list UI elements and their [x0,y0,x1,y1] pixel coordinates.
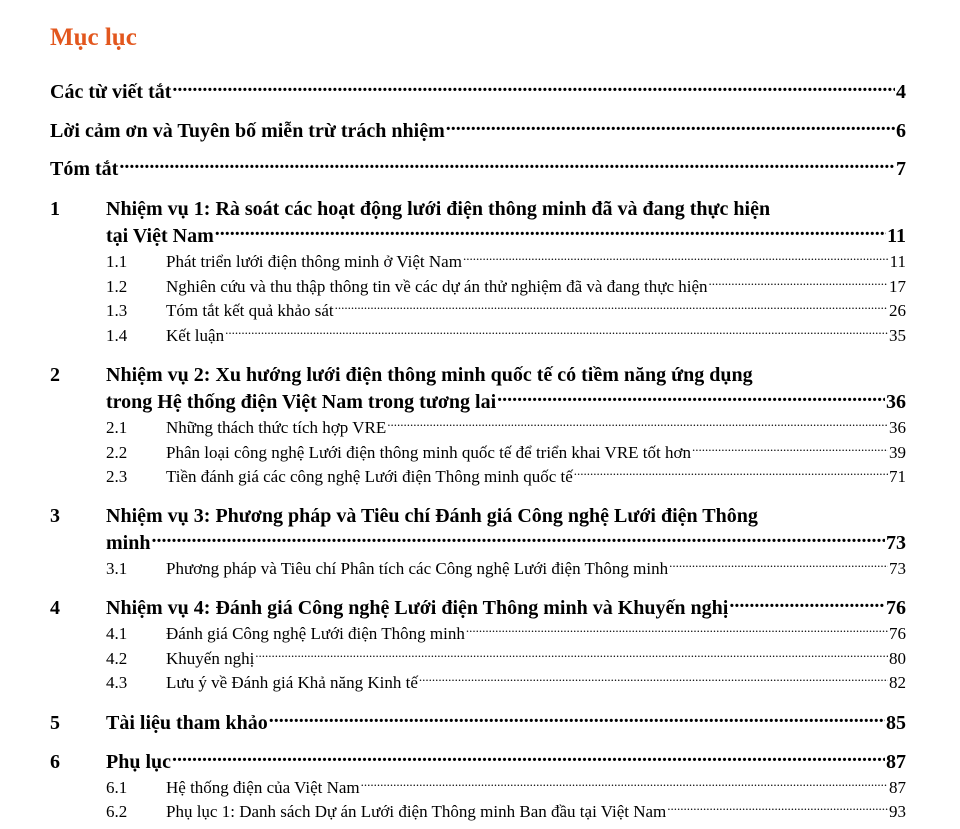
dot-leader [729,594,885,614]
chapter-title-line1: Nhiệm vụ 2: Xu hướng lưới điện thông minh quốc tế có tiềm năng ứng dụng [106,364,753,386]
chapter-title-line2: tại Việt Nam [106,225,214,247]
toc-chapter-1-title[interactable] [50,196,906,222]
section-title: Hệ thống điện của Việt Nam [166,778,360,797]
section-number: 6.1 [106,778,128,797]
toc-page-number: 93 [889,802,906,821]
dot-leader [463,250,889,267]
toc-chapter-1-title-cont[interactable] [106,222,906,249]
toc-section-1-1[interactable] [106,250,906,273]
chapter-title-line1: Tài liệu tham khảo [106,712,268,734]
dot-leader [225,324,888,341]
dot-leader [361,776,888,793]
toc-page-number: 71 [889,467,906,486]
toc-entry-text: Lời cảm ơn và Tuyên bố miễn trừ trách nhiệm [50,120,445,142]
section-number: 2.1 [106,418,128,437]
toc-page-number: 73 [889,559,906,578]
dot-leader [269,709,885,729]
toc-page-number: 87 [886,751,906,773]
toc-chapter-3-title-cont[interactable] [106,529,906,556]
chapter-title-line2: minh [106,532,151,554]
section-title: Phương pháp và Tiêu chí Phân tích các Công nghệ Lưới điện Thông minh [166,559,669,578]
chapter-number: 3 [50,505,60,527]
dot-leader [419,671,888,688]
section-number: 4.1 [106,624,128,643]
toc-page-number: 80 [889,649,906,668]
toc-section-2-1[interactable] [106,416,906,439]
section-title: Phụ lục 1: Danh sách Dự án Lưới điện Thông minh Ban đầu tại Việt Nam [166,802,667,821]
section-number: 2.3 [106,467,128,486]
dot-leader [151,529,885,549]
section-title: Phát triển lưới điện thông minh ở Việt Nam [166,252,462,271]
toc-entry-text: Tóm tắt [50,158,119,180]
toc-page-number: 36 [889,418,906,437]
section-title: Kết luận [166,326,225,345]
dot-leader [335,299,888,316]
toc-section-6-1[interactable] [106,776,906,799]
toc-section-3-1[interactable] [106,557,906,580]
dot-leader [497,388,885,408]
toc-page-number: 76 [886,597,906,619]
toc-chapter-3-title[interactable] [50,503,906,529]
dot-leader [574,465,888,482]
toc-page-number: 35 [889,326,906,345]
dot-leader [466,622,888,639]
section-number: 4.2 [106,649,128,668]
toc-entry-summary[interactable] [50,155,906,182]
dot-leader [172,78,895,98]
toc-section-1-2[interactable] [106,275,906,298]
chapter-title-line1: Nhiệm vụ 1: Rà soát các hoạt động lưới điện thông minh đã và đang thực hiện [106,198,771,220]
toc-section-2-2[interactable] [106,441,906,464]
toc-page-number: 39 [889,443,906,462]
dot-leader [387,416,888,433]
section-number: 1.1 [106,252,128,271]
chapter-number: 1 [50,198,60,220]
toc-chapter-2-title-cont[interactable] [106,388,906,415]
section-title: Tóm tắt kết quả khảo sát [166,301,334,320]
section-title: Tiền đánh giá các công nghệ Lưới điện Thông minh quốc tế [166,467,573,486]
toc-section-4-3[interactable] [106,671,906,694]
toc-section-4-2[interactable] [106,647,906,670]
toc-section-1-4[interactable] [106,324,906,347]
toc-heading: Mục lục [50,24,137,51]
toc-chapter-6-title[interactable] [50,748,906,775]
toc-page-number: 11 [889,252,906,271]
toc-entry-acknowledgements[interactable] [50,117,906,144]
toc-page-number: 26 [889,301,906,320]
toc-section-4-1[interactable] [106,622,906,645]
dot-leader [667,800,888,817]
toc-page-number: 87 [889,778,906,797]
toc-page-number: 82 [889,673,906,692]
toc-page-number: 85 [886,712,906,734]
chapter-title-line1: Phụ lục [106,751,172,773]
section-title: Lưu ý về Đánh giá Khả năng Kinh tế [166,673,418,692]
dot-leader [255,647,888,664]
dot-leader [119,155,895,175]
chapter-number: 4 [50,597,60,619]
toc-page-number: 4 [896,81,906,103]
dot-leader [669,557,888,574]
chapter-number: 5 [50,712,60,734]
section-title: Những thách thức tích hợp VRE [166,418,387,437]
section-title: Khuyến nghị [166,649,255,668]
section-number: 1.2 [106,277,128,296]
chapter-title-line1: Nhiệm vụ 4: Đánh giá Công nghệ Lưới điện Thông minh và Khuyến nghị [106,597,729,619]
chapter-title-line1: Nhiệm vụ 3: Phương pháp và Tiêu chí Đánh giá Công nghệ Lưới điện Thông [106,505,758,527]
toc-page-number: 11 [887,225,906,247]
toc-entry-text: Các từ viết tắt [50,81,172,103]
dot-leader [446,117,895,137]
section-number: 3.1 [106,559,128,578]
section-number: 1.4 [106,326,128,345]
dot-leader [215,222,886,242]
toc-section-1-3[interactable] [106,299,906,322]
toc-section-2-3[interactable] [106,465,906,488]
section-number: 2.2 [106,443,128,462]
dot-leader [709,275,888,292]
toc-chapter-2-title[interactable] [50,362,906,388]
toc-section-6-2[interactable] [106,800,906,823]
chapter-title-line2: trong Hệ thống điện Việt Nam trong tương lai [106,391,497,413]
section-number: 4.3 [106,673,128,692]
dot-leader [172,748,885,768]
toc-entry-abbreviations[interactable] [50,78,906,105]
toc-page-number: 36 [886,391,906,413]
section-title: Nghiên cứu và thu thập thông tin về các dự án thử nghiệm đã và đang thực hiện [166,277,708,296]
section-number: 6.2 [106,802,128,821]
toc-chapter-5-title[interactable] [50,709,906,736]
section-title: Đánh giá Công nghệ Lưới điện Thông minh [166,624,465,643]
chapter-number: 6 [50,751,60,773]
toc-page-number: 76 [889,624,906,643]
section-number: 1.3 [106,301,128,320]
dot-leader [692,441,888,458]
chapter-number: 2 [50,364,60,386]
toc-page-number: 6 [896,120,906,142]
toc-page-number: 17 [889,277,906,296]
toc-page-number: 73 [886,532,906,554]
section-title: Phân loại công nghệ Lưới điện thông minh quốc tế để triển khai VRE tốt hơn [166,443,691,462]
toc-page-number: 7 [896,158,906,180]
toc-chapter-4-title[interactable] [50,594,906,621]
